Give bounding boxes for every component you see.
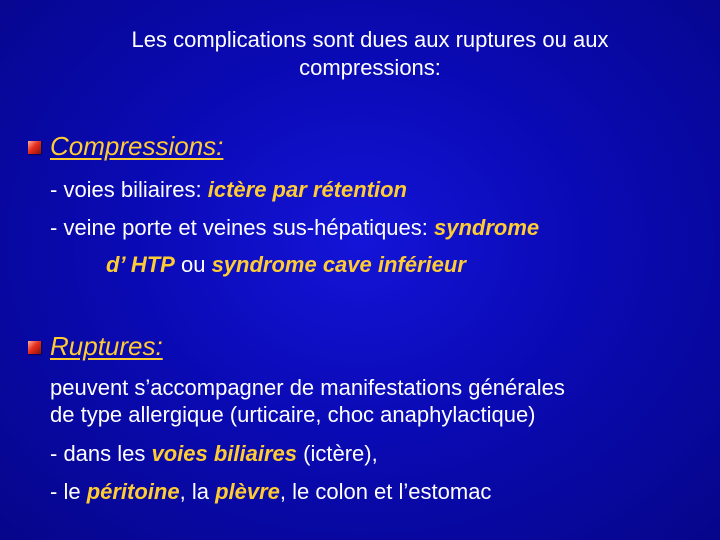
text-segment: - veine porte et veines sus-hépatiques: <box>50 215 435 240</box>
emphasis-text: syndrome <box>434 215 540 240</box>
ruptures-line-3 <box>50 440 378 468</box>
ruptures-line-2: de type allergique (urticaire, choc anaphylactique) <box>50 402 536 427</box>
emphasis-text: ictère par rétention <box>207 177 407 202</box>
emphasis-text: voies biliaires <box>151 441 298 466</box>
emphasis-text: plèvre <box>215 479 280 504</box>
heading-ruptures: Ruptures: <box>50 331 163 361</box>
text-segment: (ictère), <box>297 441 378 466</box>
text-segment: - dans les <box>50 441 152 466</box>
text-segment: - le <box>50 479 87 504</box>
ruptures-line-1: peuvent s’accompagner de manifestations générales <box>50 375 565 400</box>
ruptures-line-4 <box>50 478 491 506</box>
heading-compressions: Compressions: <box>50 131 224 161</box>
compressions-line-3 <box>106 251 466 279</box>
emphasis-text: syndrome cave inférieur <box>211 252 466 277</box>
text-segment: - voies biliaires: <box>50 177 208 202</box>
emphasis-text: péritoine <box>86 479 180 504</box>
text-segment: ou <box>174 252 212 277</box>
compressions-line-1 <box>50 176 407 204</box>
compressions-line-2 <box>50 214 539 242</box>
text-segment: , la <box>179 479 216 504</box>
text-segment: , le colon et l’estomac <box>279 479 492 504</box>
emphasis-text: d’ HTP <box>106 252 175 277</box>
bullet-ruptures <box>28 341 41 354</box>
bullet-compressions <box>28 141 41 154</box>
intro-text: Les complications sont dues aux ruptures ou aux compressions: <box>131 27 609 80</box>
